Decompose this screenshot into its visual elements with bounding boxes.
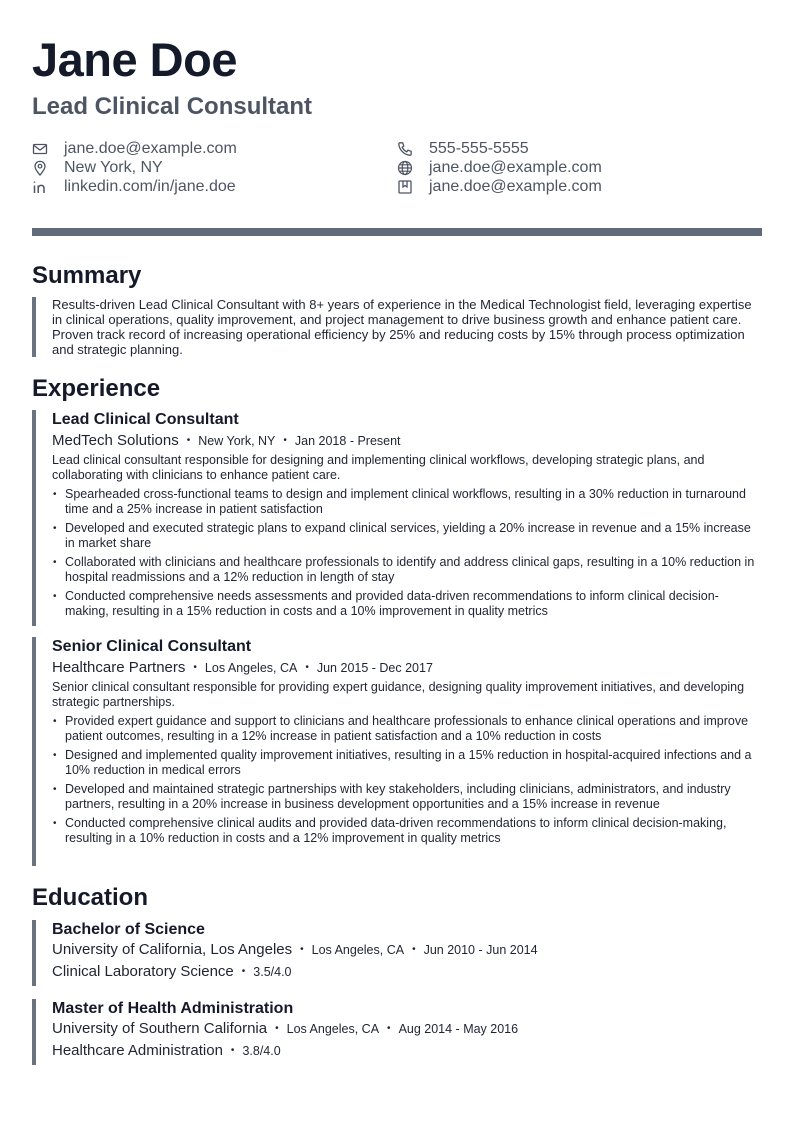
phone-icon <box>397 141 413 157</box>
bullet-item: • Spearheaded cross-functional teams to design and implement clinical workflows, resulting in a 30% reduction in turnaround time and a 25% increase in patient satisfaction <box>52 487 762 517</box>
header-divider <box>32 228 762 236</box>
education-entry <box>32 999 762 1065</box>
bullet-item: • Collaborated with clinicians and healthcare professionals to identify and address clinical gaps, resulting in a 10% reduction in hospital readmissions and a 12% reduction in length of stay <box>52 555 762 585</box>
linkedin-icon <box>32 179 48 195</box>
education-field-line: Healthcare Administration • 3.8/4.0 <box>52 1042 281 1059</box>
contact-portfolio[interactable] <box>397 177 602 196</box>
job-description: Lead clinical consultant responsible for designing and implementing clinical workflows, developing strategic plans, and collaborating with clinicians to enhance patient care. <box>52 453 705 482</box>
bullet-item: • Designed and implemented quality improvement initiatives, resulting in a 15% reduction in hospital-acquired infections and a 10% reduction in medical errors <box>52 748 762 778</box>
linkedin-text: linkedin.com/in/jane.doe <box>64 177 236 195</box>
contact-email[interactable] <box>32 139 237 158</box>
bullet-item: • Provided expert guidance and support to clinicians and healthcare professionals to enhance clinical operations and improve patient outcomes, resulting in a 12% increase in patient satisfaction and a 10% reduction in costs <box>52 714 762 744</box>
school-name: University of Southern California <box>52 1020 268 1037</box>
job-bullets <box>52 487 762 619</box>
candidate-name: Jane Doe <box>32 33 237 86</box>
gpa: 3.5/4.0 <box>253 965 292 979</box>
location-text: New York, NY <box>64 158 163 176</box>
job-meta: MedTech Solutions • New York, NY • Jan 2018 - Present <box>52 432 401 449</box>
bullet-item: • Developed and executed strategic plans to expand clinical services, yielding a 20% increase in revenue and a 15% increase in market share <box>52 521 762 551</box>
contact-website[interactable] <box>397 158 602 177</box>
portfolio-text: jane.doe@example.com <box>429 177 602 195</box>
job-entry <box>32 637 762 866</box>
contact-location <box>32 158 163 177</box>
contact-phone[interactable] <box>397 139 529 158</box>
job-entry <box>32 410 762 626</box>
education-heading: Education <box>32 884 149 911</box>
job-dates: Jun 2015 - Dec 2017 <box>316 661 433 675</box>
degree-title: Bachelor of Science <box>52 921 205 938</box>
field-of-study: Clinical Laboratory Science <box>52 963 234 980</box>
website-text: jane.doe@example.com <box>429 158 602 176</box>
job-location: New York, NY <box>198 434 276 448</box>
education-field-line: Clinical Laboratory Science • 3.5/4.0 <box>52 963 292 980</box>
education-dates: Aug 2014 - May 2016 <box>398 1022 519 1036</box>
education-meta: University of Southern California • Los Angeles, CA • Aug 2014 - May 2016 <box>52 1020 519 1037</box>
education-meta: University of California, Los Angeles • Los Angeles, CA • Jun 2010 - Jun 2014 <box>52 941 538 958</box>
contact-linkedin[interactable] <box>32 177 236 196</box>
experience-heading: Experience <box>32 375 161 402</box>
education-entry <box>32 920 762 986</box>
degree-title: Master of Health Administration <box>52 1000 294 1017</box>
bullet-item: • Conducted comprehensive clinical audits and provided data-driven recommendations to inform clinical decision-making, resulting in a 10% reduction in costs and a 12% improvement in quality metrics <box>52 816 762 846</box>
job-location: Los Angeles, CA <box>204 661 298 675</box>
education-dates: Jun 2010 - Jun 2014 <box>423 943 538 957</box>
job-company: Healthcare Partners <box>52 659 186 676</box>
job-meta: Healthcare Partners • Los Angeles, CA • Jun 2015 - Dec 2017 <box>52 659 433 676</box>
job-dates: Jan 2018 - Present <box>294 434 401 448</box>
bookmark-icon <box>397 179 413 195</box>
email-text: jane.doe@example.com <box>64 139 237 157</box>
bullet-item: • Conducted comprehensive needs assessments and provided data-driven recommendations to inform clinical decision-making, resulting in a 15% reduction in costs and a 10% improvement in quality metrics <box>52 589 762 619</box>
job-company: MedTech Solutions <box>52 432 179 449</box>
job-description: Senior clinical consultant responsible for providing expert guidance, designing quality improvement initiatives, and developing strategic partnerships. <box>52 680 745 709</box>
job-bullets <box>52 714 762 846</box>
globe-icon <box>397 160 413 176</box>
summary-block <box>32 297 762 357</box>
phone-text: 555-555-5555 <box>429 139 529 157</box>
school-name: University of California, Los Angeles <box>52 941 293 958</box>
school-location: Los Angeles, CA <box>311 943 405 957</box>
job-title: Senior Clinical Consultant <box>52 638 252 655</box>
candidate-title: Lead Clinical Consultant <box>32 93 313 120</box>
bullet-item: • Developed and maintained strategic partnerships with key stakeholders, including clinicians, administrators, and industry partners, resulting in a 20% increase in business development opportunities and a 15% increase in revenue <box>52 782 762 812</box>
gpa: 3.8/4.0 <box>242 1044 281 1058</box>
map-pin-icon <box>32 160 48 176</box>
envelope-icon <box>32 141 48 157</box>
summary-text: Results-driven Lead Clinical Consultant with 8+ years of experience in the Medical Technologist field, leveraging expertise in clinical operations, quality improvement, and project management to drive business growth and enhance patient care. Proven track record of increasing operational efficiency by 25% and reducing costs by 15% through process optimization and strategic planning. <box>52 297 752 357</box>
school-location: Los Angeles, CA <box>286 1022 380 1036</box>
field-of-study: Healthcare Administration <box>52 1042 223 1059</box>
summary-heading: Summary <box>32 262 142 289</box>
job-title: Lead Clinical Consultant <box>52 411 239 428</box>
